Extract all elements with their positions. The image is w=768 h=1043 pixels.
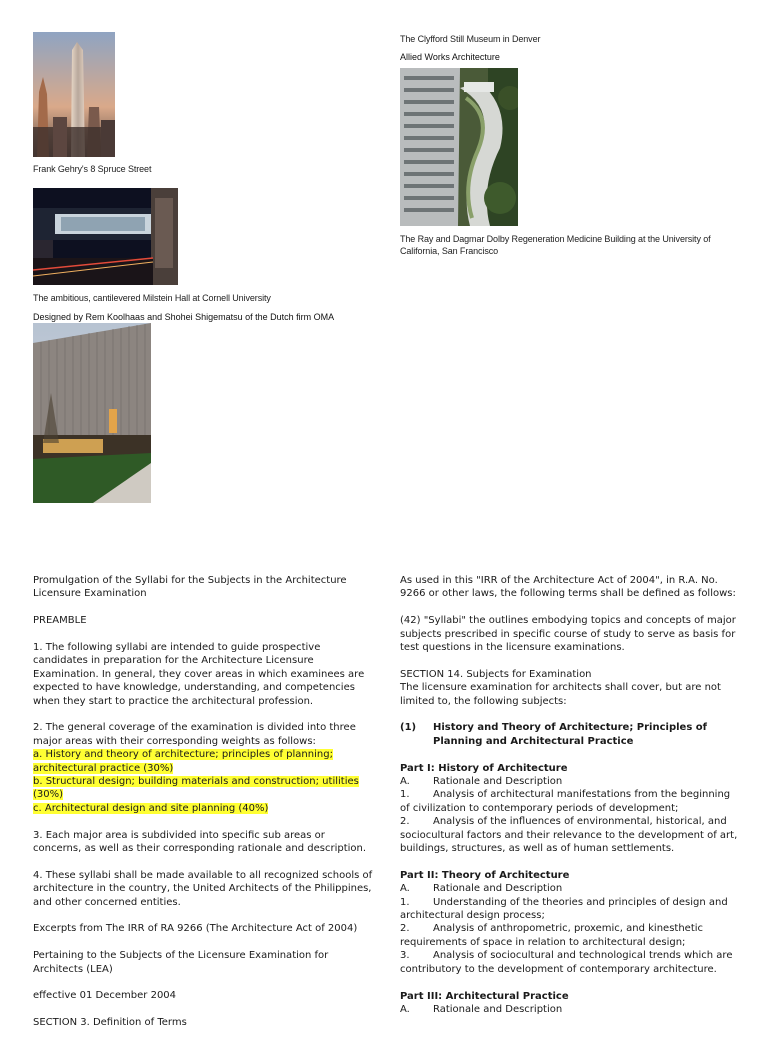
part-2-item-1	[400, 896, 738, 923]
preamble-heading: PREAMBLE	[33, 615, 87, 627]
part-1-a	[400, 775, 738, 788]
part-1-item-2	[400, 815, 738, 855]
caption-8-spruce: Frank Gehry's 8 Spruce Street	[33, 164, 152, 174]
part-2-item-2-text: Analysis of anthropometric, proxemic, and kinesthetic requirements of space in relation to architectural design;	[400, 923, 704, 948]
part-2-item-3-key: 3.	[400, 950, 410, 962]
caption-milstein-designers: Designed by Rem Koolhaas and Shohei Shigematsu of the Dutch firm OMA	[33, 312, 335, 322]
part-3-a	[400, 1003, 738, 1016]
section-14-heading: SECTION 14. Subjects for Examination	[400, 668, 592, 680]
caption-dolby: The Ray and Dagmar Dolby Regeneration Medicine Building at the University of California, San Francisco	[400, 234, 711, 256]
part-2-a	[400, 882, 738, 895]
section-14-text: The licensure examination for architects shall cover, but are not limited to, the following subjects:	[400, 682, 721, 707]
part-1-a-text: Rationale and Description	[433, 776, 563, 788]
part-1-item-1	[400, 788, 738, 815]
caption-allied-works: Allied Works Architecture	[400, 52, 500, 62]
definitions-intro: As used in this "IRR of the Architecture Act of 2004", in R.A. No. 9266 or other laws, the following terms shall be defined as follows:	[400, 575, 736, 600]
part-2-item-3-text: Analysis of sociocultural and technological trends which are contributory to the development of contemporary architecture.	[400, 950, 733, 975]
preamble-item-2-text: 2. The general coverage of the examination is divided into three major areas with their corresponding weights as follows:	[33, 722, 356, 747]
part-2-a-key: A.	[400, 883, 410, 895]
area-a-highlight: a. History and theory of architecture; principles of planning; architectural practice (30%)	[33, 749, 333, 774]
preamble-item-3: 3. Each major area is subdivided into specific sub areas or concerns, as well as their corresponding rationale and description.	[33, 829, 367, 855]
part-1-item-1-text: Analysis of architectural manifestations from the beginning of civilization to contemporary periods of development;	[400, 789, 731, 814]
photo-dolby-building	[400, 68, 518, 226]
subject-1-number: (1)	[400, 722, 417, 734]
subject-1-title: History and Theory of Architecture; Principles of Planning and Architectural Practice	[433, 722, 707, 747]
part-1-item-1-key: 1.	[400, 789, 410, 801]
part-2-item-3	[400, 949, 738, 976]
part-3-a-text: Rationale and Description	[433, 1003, 563, 1015]
part-1-item-2-text: Analysis of the influences of environmental, historical, and sociocultural factors and their relevance to the development of art, buildings, structures, as well as of human settlements.	[400, 816, 738, 855]
preamble-item-2	[33, 721, 373, 815]
section-14	[400, 668, 738, 708]
part-2-item-1-text: Understanding of the theories and principles of design and architectural design process;	[400, 896, 728, 922]
photo-clyfford-still-museum	[33, 323, 151, 503]
pertaining-line: Pertaining to the Subjects of the Licensure Examination for Architects (LEA)	[33, 950, 329, 975]
left-text-column	[33, 574, 373, 1043]
area-b-highlight: b. Structural design; building materials and construction; utilities (30%)	[33, 776, 359, 801]
subject-1-heading	[400, 721, 738, 748]
preamble-item-4: 4. These syllabi shall be made available to all recognized schools of architecture in the country, the United Architects of the Philippines, and other concerned entities.	[33, 869, 373, 908]
part-2-item-1-key: 1.	[400, 896, 410, 908]
photo-milstein-hall	[33, 188, 178, 285]
syllabi-title: Promulgation of the Syllabi for the Subjects in the Architecture Licensure Examination	[33, 575, 347, 600]
part-1-a-key: A.	[400, 776, 410, 788]
caption-clyfford-title: The Clyfford Still Museum in Denver	[400, 34, 541, 44]
effective-date: effective 01 December 2004	[33, 990, 177, 1002]
preamble-item-1: 1. The following syllabi are intended to guide prospective candidates in preparation for the Architecture Licensure Examination. In general, they cover areas in which examinees are expected to have knowledge, understanding, and competencies when they start to practice the architectural profession.	[33, 642, 365, 707]
right-text-column	[400, 574, 738, 1016]
part-2-a-text: Rationale and Description	[433, 883, 563, 895]
photo-8-spruce-street	[33, 32, 115, 157]
part-2-item-2-key: 2.	[400, 923, 410, 935]
part-2-heading: Part II: Theory of Architecture	[400, 869, 570, 881]
area-c-highlight: c. Architectural design and site planning (40%)	[33, 802, 269, 814]
caption-milstein: The ambitious, cantilevered Milstein Hall at Cornell University	[33, 293, 271, 303]
part-1-heading: Part I: History of Architecture	[400, 762, 568, 774]
definition-42: (42) "Syllabi" the outlines embodying topics and concepts of major subjects prescribed in specific course of study to serve as basis for test questions in the licensure examinations.	[400, 615, 736, 654]
part-3-a-key: A.	[400, 1003, 410, 1015]
excerpts-line: Excerpts from The IRR of RA 9266 (The Architecture Act of 2004)	[33, 923, 358, 935]
part-2-item-2	[400, 922, 738, 949]
section-3-heading: SECTION 3. Definition of Terms	[33, 1017, 187, 1029]
part-3-heading: Part III: Architectural Practice	[400, 990, 569, 1002]
part-1-item-2-key: 2.	[400, 816, 410, 828]
